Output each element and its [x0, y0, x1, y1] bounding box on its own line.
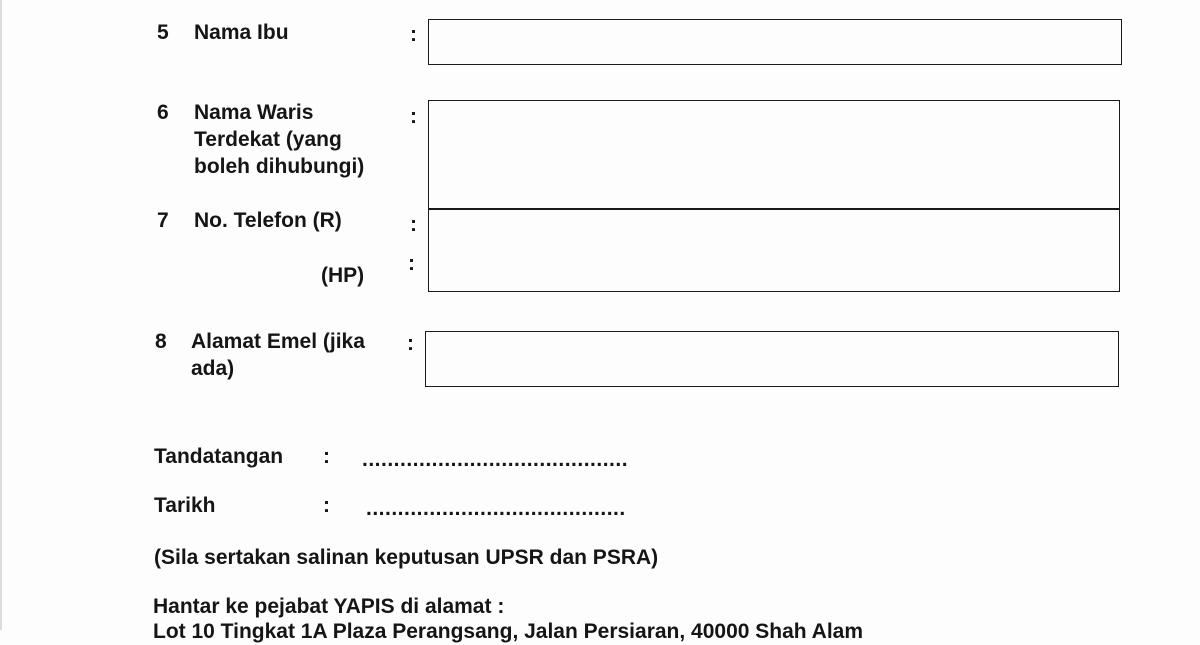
tarikh-dotted-line[interactable]: .........................................: [366, 497, 626, 520]
telefon-hp-colon: :: [408, 252, 415, 275]
nama-waris-label-line2: Terdekat (yang: [194, 128, 342, 151]
alamat-emel-field[interactable]: [425, 331, 1119, 387]
attach-note: (Sila sertakan salinan keputusan UPSR dan PSRA): [154, 546, 659, 569]
alamat-emel-colon: :: [407, 332, 414, 355]
nama-waris-label-line3: boleh dihubungi): [194, 155, 365, 178]
telefon-field[interactable]: [429, 210, 1119, 291]
alamat-emel-label-line2: ada): [191, 357, 235, 380]
nama-ibu-field[interactable]: [428, 19, 1122, 65]
tarikh-colon: :: [323, 494, 330, 517]
nama-ibu-label: Nama Ibu: [194, 21, 289, 44]
nama-waris-label-line1: Nama Waris: [194, 101, 314, 124]
tandatangan-label: Tandatangan: [154, 445, 284, 468]
nama-ibu-colon: :: [410, 23, 417, 46]
address-line: Lot 10 Tingkat 1A Plaza Perangsang, Jalan Persiaran, 40000 Shah Alam: [153, 620, 864, 643]
item-number-7: 7: [157, 209, 169, 232]
telefon-rumah-label: No. Telefon (R): [194, 209, 342, 232]
scan-edge: [0, 0, 2, 630]
alamat-emel-label-line1: Alamat Emel (jika: [191, 330, 365, 353]
telefon-hp-label: (HP): [321, 264, 365, 287]
nama-waris-field[interactable]: [429, 101, 1119, 209]
item-number-5: 5: [157, 21, 169, 44]
nama-waris-colon: :: [410, 105, 417, 128]
tandatangan-colon: :: [323, 445, 330, 468]
item-number-8: 8: [155, 330, 167, 353]
tandatangan-dotted-line[interactable]: ..........................................: [362, 448, 629, 471]
telefon-rumah-colon: :: [410, 213, 417, 236]
item-number-6: 6: [157, 101, 169, 124]
tarikh-label: Tarikh: [154, 494, 216, 517]
send-to-heading: Hantar ke pejabat YAPIS di alamat :: [153, 595, 505, 618]
